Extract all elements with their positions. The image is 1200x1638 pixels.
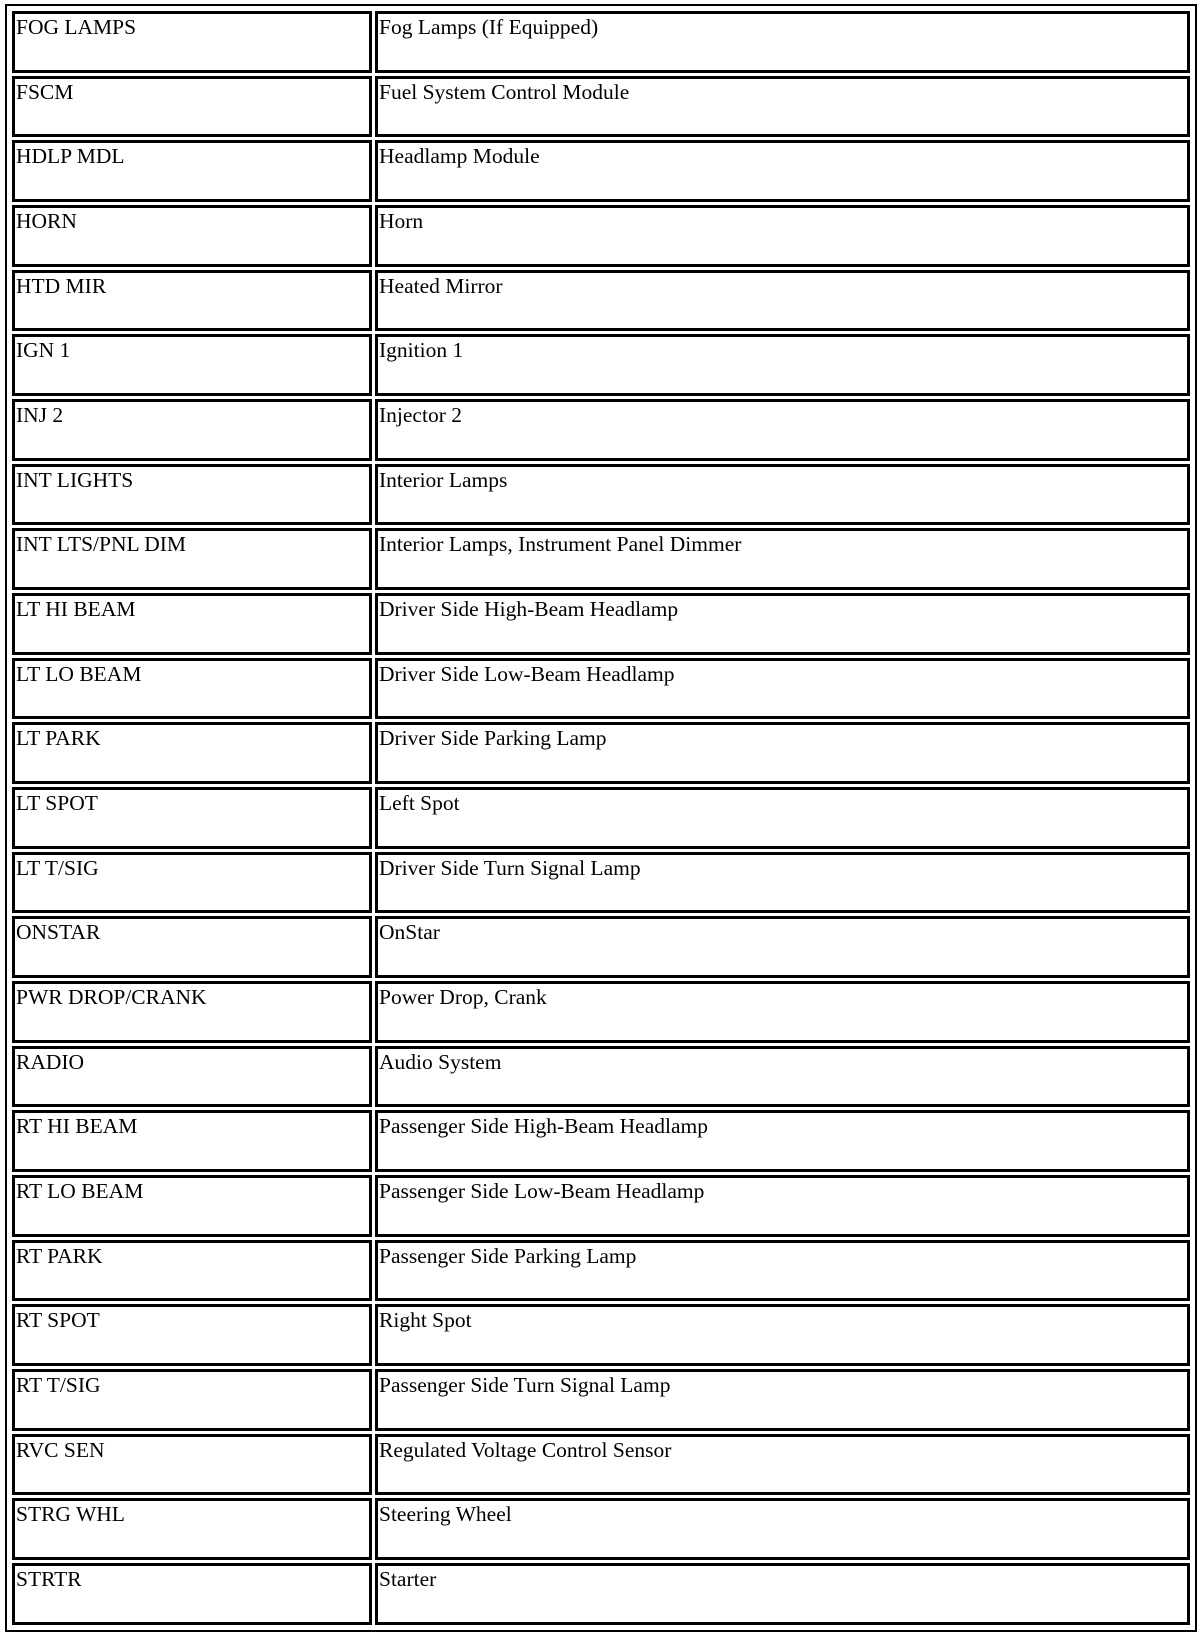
fuse-code-cell: RVC SEN: [12, 1434, 372, 1496]
fuse-code-cell: RT SPOT: [12, 1304, 372, 1366]
fuse-code-cell: RT PARK: [12, 1240, 372, 1302]
table-row: [12, 140, 1190, 202]
fuse-description-cell: Headlamp Module: [375, 140, 1190, 202]
fuse-description-cell: Ignition 1: [375, 334, 1190, 396]
fuse-code-cell: INJ 2: [12, 399, 372, 461]
table-row: [12, 787, 1190, 849]
table-row: [12, 399, 1190, 461]
fuse-code-cell: FSCM: [12, 76, 372, 138]
fuse-description-cell: Horn: [375, 205, 1190, 267]
fuse-code-cell: IGN 1: [12, 334, 372, 396]
table-row: [12, 11, 1190, 73]
table-row: [12, 593, 1190, 655]
fuse-description-cell: Interior Lamps: [375, 464, 1190, 526]
fuse-description-cell: Fuel System Control Module: [375, 76, 1190, 138]
table-row: [12, 1563, 1190, 1625]
fuse-code-cell: STRTR: [12, 1563, 372, 1625]
table-row: [12, 334, 1190, 396]
fuse-description-cell: Driver Side Low-Beam Headlamp: [375, 658, 1190, 720]
table-row: [12, 852, 1190, 914]
fuse-description-cell: Driver Side Turn Signal Lamp: [375, 852, 1190, 914]
table-row: [12, 528, 1190, 590]
fuse-code-cell: LT LO BEAM: [12, 658, 372, 720]
fuse-description-cell: Passenger Side Parking Lamp: [375, 1240, 1190, 1302]
fuse-code-cell: RADIO: [12, 1046, 372, 1108]
fuse-description-cell: Steering Wheel: [375, 1498, 1190, 1560]
table-row: [12, 981, 1190, 1043]
fuse-code-cell: FOG LAMPS: [12, 11, 372, 73]
table-row: [12, 1304, 1190, 1366]
fuse-description-cell: Starter: [375, 1563, 1190, 1625]
fuse-code-cell: LT PARK: [12, 722, 372, 784]
fuse-description-cell: Heated Mirror: [375, 270, 1190, 332]
fuse-description-cell: Driver Side Parking Lamp: [375, 722, 1190, 784]
fuse-code-cell: PWR DROP/CRANK: [12, 981, 372, 1043]
fuse-description-cell: Passenger Side High-Beam Headlamp: [375, 1110, 1190, 1172]
fuse-description-cell: Fog Lamps (If Equipped): [375, 11, 1190, 73]
fuse-code-cell: STRG WHL: [12, 1498, 372, 1560]
fuse-code-cell: ONSTAR: [12, 916, 372, 978]
table-row: [12, 1434, 1190, 1496]
fuse-code-cell: LT SPOT: [12, 787, 372, 849]
table-row: [12, 464, 1190, 526]
fuse-description-cell: Driver Side High-Beam Headlamp: [375, 593, 1190, 655]
fuse-code-cell: LT HI BEAM: [12, 593, 372, 655]
fuse-code-cell: HORN: [12, 205, 372, 267]
fuse-code-cell: INT LTS/PNL DIM: [12, 528, 372, 590]
table-row: [12, 1046, 1190, 1108]
fuse-code-cell: RT LO BEAM: [12, 1175, 372, 1237]
document-page: [5, 4, 1197, 1632]
table-row: [12, 76, 1190, 138]
fuse-description-cell: Passenger Side Low-Beam Headlamp: [375, 1175, 1190, 1237]
table-row: [12, 1240, 1190, 1302]
fuse-code-cell: RT HI BEAM: [12, 1110, 372, 1172]
fuse-code-cell: HDLP MDL: [12, 140, 372, 202]
fuse-label-table: [9, 8, 1193, 1628]
fuse-description-cell: Right Spot: [375, 1304, 1190, 1366]
fuse-code-cell: HTD MIR: [12, 270, 372, 332]
table-row: [12, 1369, 1190, 1431]
table-row: [12, 205, 1190, 267]
fuse-description-cell: Audio System: [375, 1046, 1190, 1108]
fuse-code-cell: LT T/SIG: [12, 852, 372, 914]
table-row: [12, 1498, 1190, 1560]
fuse-description-cell: Injector 2: [375, 399, 1190, 461]
fuse-description-cell: Passenger Side Turn Signal Lamp: [375, 1369, 1190, 1431]
table-row: [12, 722, 1190, 784]
fuse-code-cell: INT LIGHTS: [12, 464, 372, 526]
fuse-description-cell: Left Spot: [375, 787, 1190, 849]
fuse-code-cell: RT T/SIG: [12, 1369, 372, 1431]
table-row: [12, 916, 1190, 978]
fuse-table-body: [12, 11, 1190, 1625]
table-row: [12, 270, 1190, 332]
table-row: [12, 1175, 1190, 1237]
fuse-description-cell: Power Drop, Crank: [375, 981, 1190, 1043]
fuse-description-cell: OnStar: [375, 916, 1190, 978]
fuse-description-cell: Regulated Voltage Control Sensor: [375, 1434, 1190, 1496]
table-row: [12, 1110, 1190, 1172]
fuse-description-cell: Interior Lamps, Instrument Panel Dimmer: [375, 528, 1190, 590]
table-row: [12, 658, 1190, 720]
